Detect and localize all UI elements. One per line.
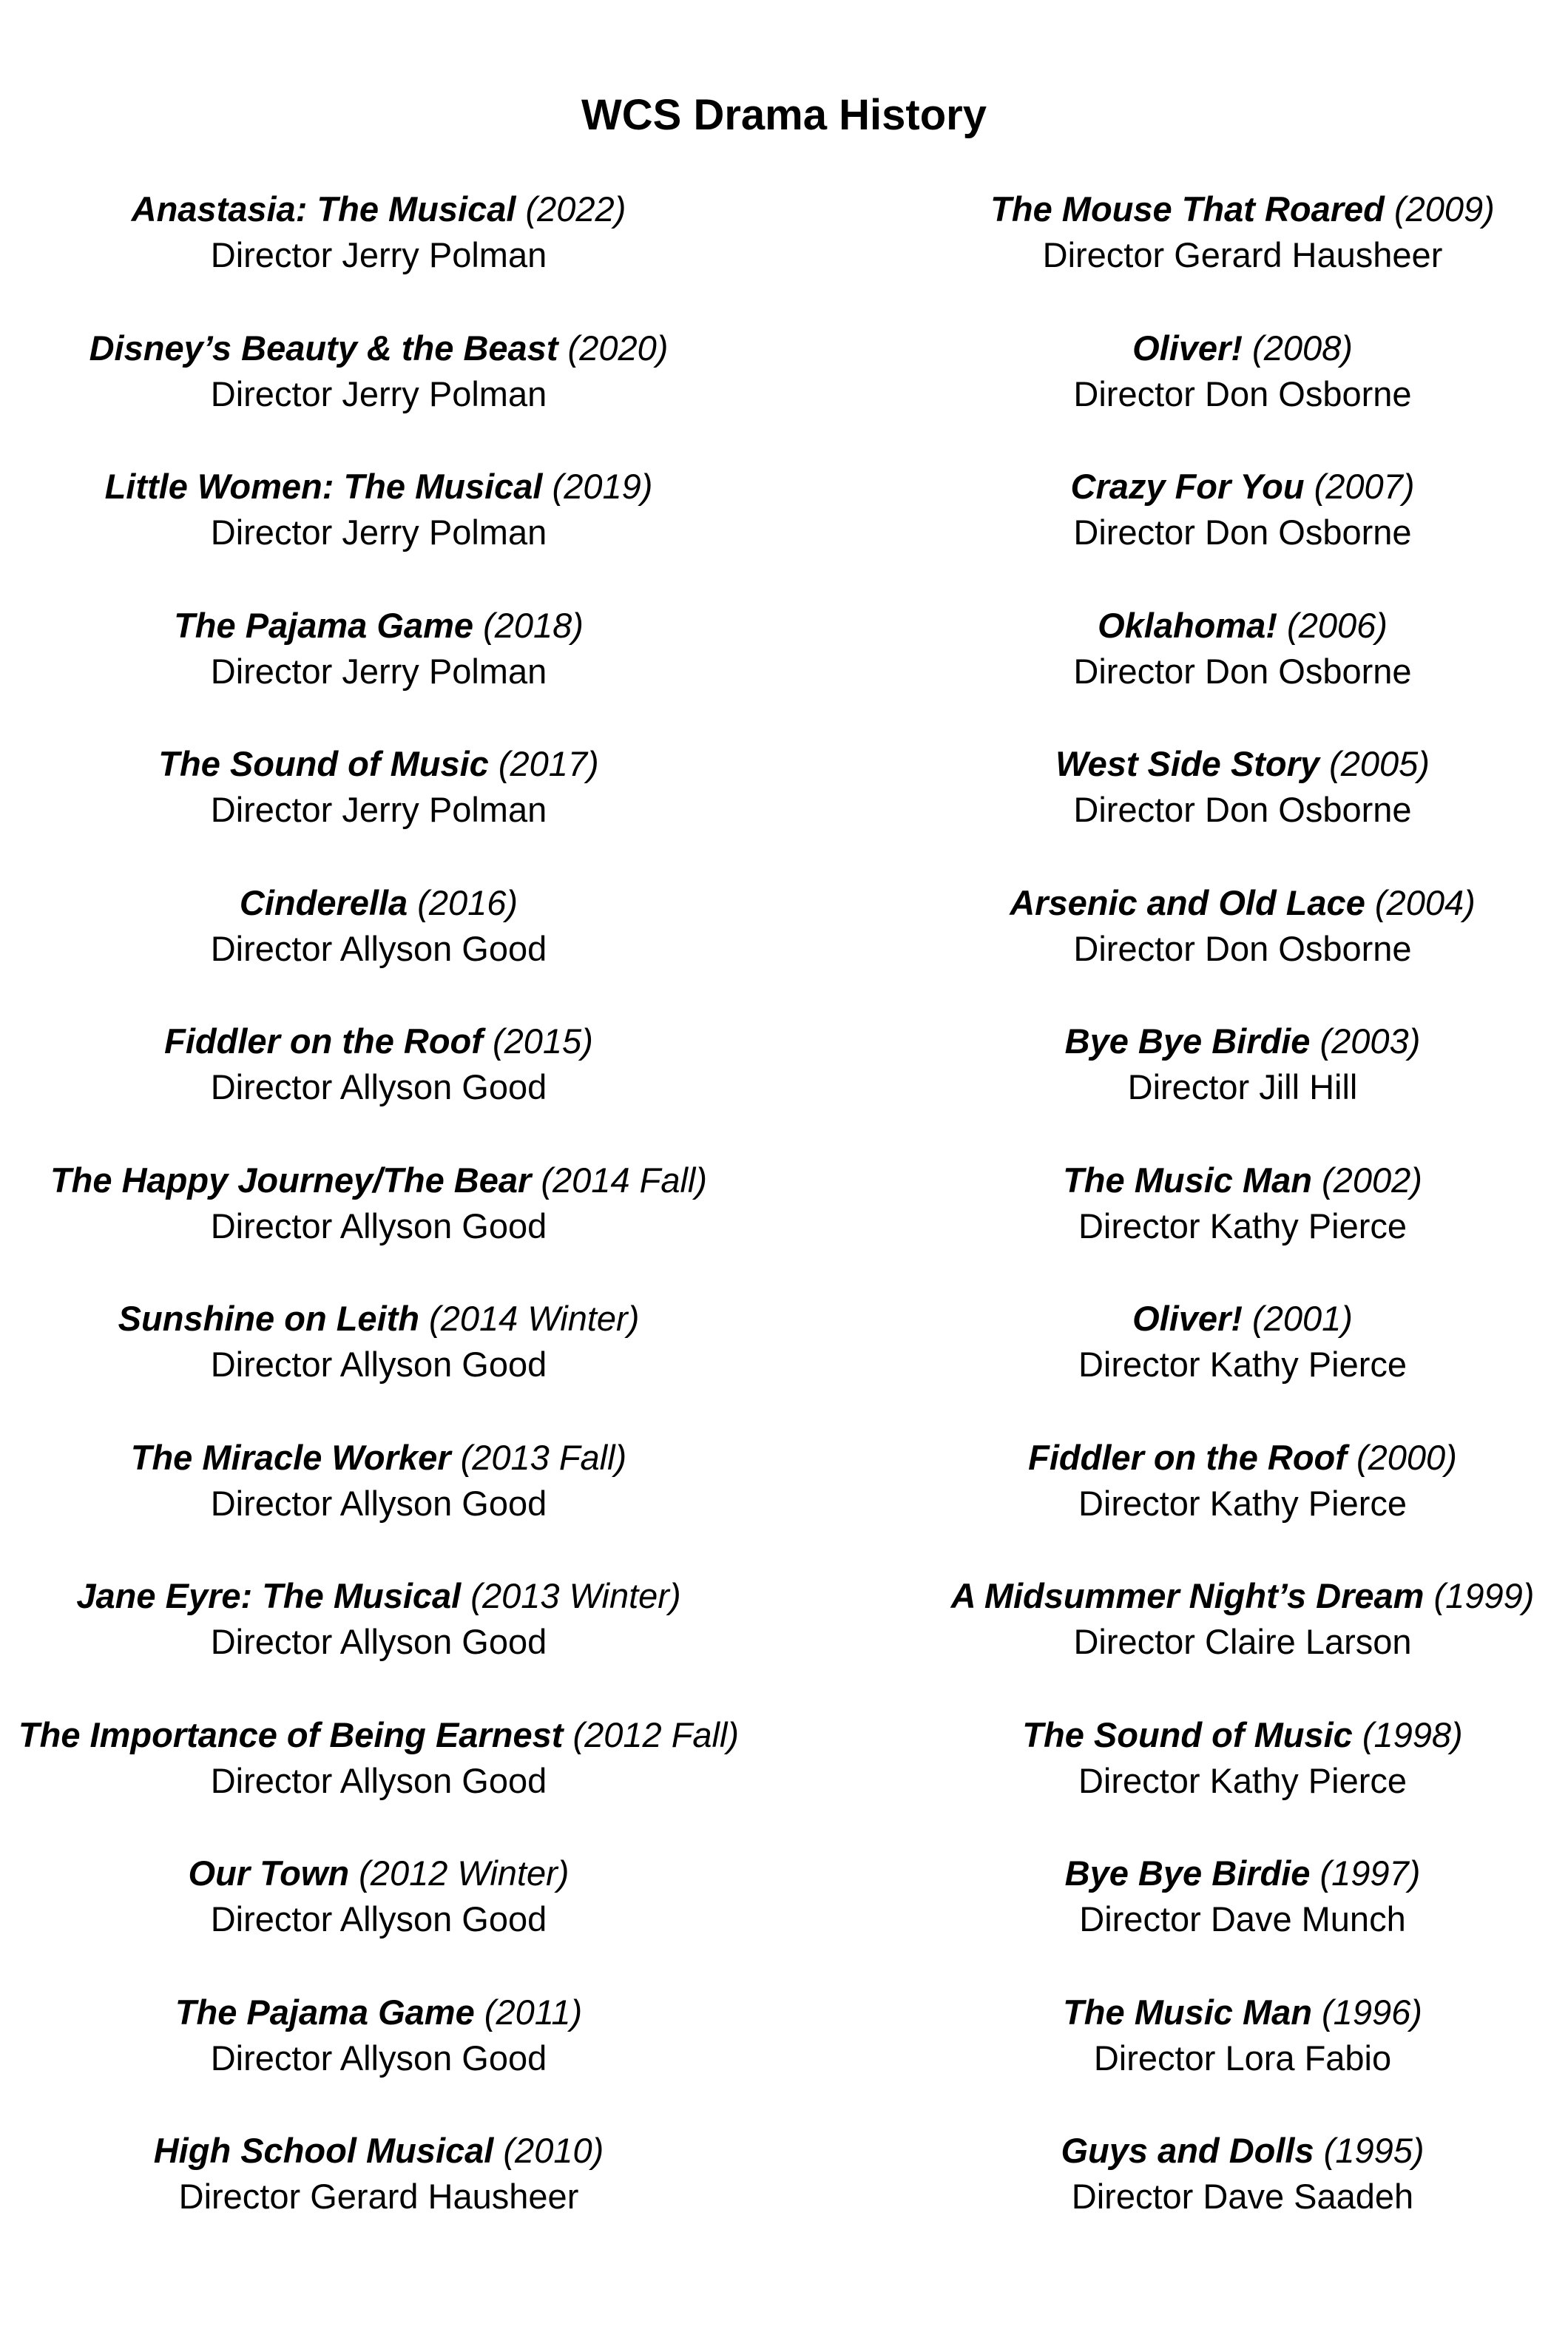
director-line	[9, 1758, 748, 1804]
director-name: Kathy Pierce	[1209, 1345, 1408, 1384]
director-name: Don Osborne	[1205, 928, 1412, 968]
director-name: Allyson Good	[339, 1899, 547, 1939]
director-name: Gerard Hausheer	[310, 2177, 579, 2216]
director-name: Jerry Polman	[342, 790, 547, 829]
document-title: WCS Drama History	[581, 91, 987, 139]
director-line	[9, 649, 748, 694]
director-prefix: Director	[210, 1899, 333, 1939]
production-entry	[873, 1157, 1568, 1297]
director-prefix: Director	[1078, 1760, 1200, 1800]
director-prefix: Director	[1071, 2177, 1194, 2216]
production-heading	[9, 2128, 748, 2174]
director-line	[9, 1619, 748, 1665]
show-year: (2003)	[1319, 1021, 1421, 1061]
production-entry	[873, 464, 1568, 603]
director-prefix: Director	[178, 2177, 301, 2216]
director-name: Kathy Pierce	[1209, 1483, 1408, 1523]
show-year: (2016)	[417, 882, 518, 922]
production-heading	[9, 464, 748, 510]
director-line	[873, 510, 1568, 555]
director-line	[9, 232, 748, 278]
production-heading	[873, 741, 1568, 787]
production-entry	[873, 1296, 1568, 1435]
director-name: Allyson Good	[339, 1622, 547, 1661]
director-prefix: Director	[1073, 928, 1195, 968]
show-year: (2000)	[1356, 1437, 1457, 1477]
director-line	[873, 1619, 1568, 1665]
director-prefix: Director	[1078, 1483, 1200, 1523]
right-column	[873, 186, 1568, 2267]
director-name: Allyson Good	[339, 928, 547, 968]
show-year: (2018)	[483, 605, 584, 645]
director-prefix: Director	[1073, 513, 1195, 552]
production-heading	[873, 1435, 1568, 1481]
production-entry	[873, 1573, 1568, 1712]
production-heading	[873, 603, 1568, 649]
show-title: Oliver!	[1132, 328, 1243, 368]
director-name: Dave Saadeh	[1203, 2177, 1414, 2216]
director-line	[873, 2174, 1568, 2220]
show-year: (1998)	[1362, 1714, 1463, 1754]
director-prefix: Director	[1078, 1206, 1200, 1246]
director-name: Jerry Polman	[342, 235, 547, 274]
show-year: (2012 Fall)	[572, 1714, 740, 1754]
director-line	[873, 787, 1568, 833]
director-line	[873, 232, 1568, 278]
director-name: Allyson Good	[339, 2038, 547, 2078]
show-title: The Sound of Music	[158, 744, 489, 783]
director-name: Claire Larson	[1205, 1622, 1412, 1661]
show-year: (2013 Winter)	[470, 1576, 681, 1615]
director-name: Allyson Good	[339, 1067, 547, 1106]
production-entry	[873, 2128, 1568, 2267]
production-entry	[873, 325, 1568, 464]
production-heading	[873, 880, 1568, 926]
production-heading	[9, 1851, 748, 1896]
director-prefix: Director	[210, 2038, 333, 2078]
production-entry	[873, 603, 1568, 742]
director-line	[873, 371, 1568, 417]
show-title: West Side Story	[1055, 744, 1320, 783]
director-name: Gerard Hausheer	[1174, 235, 1443, 274]
production-entry	[873, 186, 1568, 325]
show-year: (2004)	[1374, 882, 1476, 922]
director-prefix: Director	[1127, 1067, 1250, 1106]
production-entry	[9, 1435, 748, 1574]
show-year: (2005)	[1329, 744, 1430, 783]
director-prefix: Director	[1078, 1345, 1200, 1384]
production-heading	[873, 1296, 1568, 1342]
production-heading	[873, 1018, 1568, 1064]
director-prefix: Director	[210, 1622, 333, 1661]
director-line	[873, 2035, 1568, 2081]
production-entry	[873, 1435, 1568, 1574]
production-heading	[9, 325, 748, 371]
director-line	[9, 1342, 748, 1388]
show-year: (1999)	[1433, 1576, 1535, 1615]
show-title: Our Town	[188, 1853, 350, 1893]
show-year: (2019)	[552, 467, 653, 506]
production-heading	[873, 464, 1568, 510]
director-name: Jerry Polman	[342, 374, 547, 413]
production-entry	[9, 1296, 748, 1435]
director-name: Don Osborne	[1205, 651, 1412, 691]
show-year: (2011)	[484, 1992, 583, 2032]
show-title: Fiddler on the Roof	[1028, 1437, 1347, 1477]
director-name: Allyson Good	[339, 1760, 547, 1800]
director-line	[9, 787, 748, 833]
production-entry	[873, 1712, 1568, 1851]
show-year: (2020)	[567, 328, 669, 368]
show-title: Arsenic and Old Lace	[1010, 882, 1365, 922]
show-year: (2012 Winter)	[359, 1853, 570, 1893]
production-heading	[873, 1157, 1568, 1203]
director-line	[873, 649, 1568, 694]
director-prefix: Director	[1073, 1622, 1195, 1661]
director-prefix: Director	[210, 513, 333, 552]
director-prefix: Director	[1073, 790, 1195, 829]
director-name: Jerry Polman	[342, 651, 547, 691]
production-entry	[9, 1712, 748, 1851]
director-name: Allyson Good	[339, 1345, 547, 1384]
production-heading	[9, 1990, 748, 2035]
production-entry	[9, 603, 748, 742]
show-year: (2017)	[498, 744, 599, 783]
show-title: Bye Bye Birdie	[1064, 1021, 1311, 1061]
director-prefix: Director	[210, 651, 333, 691]
show-title: Oklahoma!	[1098, 605, 1277, 645]
director-prefix: Director	[210, 790, 333, 829]
show-title: Little Women: The Musical	[104, 467, 543, 506]
production-entry	[9, 741, 748, 880]
left-column	[9, 186, 748, 2267]
director-name: Don Osborne	[1205, 790, 1412, 829]
production-heading	[9, 1157, 748, 1203]
production-entry	[9, 1018, 748, 1157]
show-year: (2013 Fall)	[460, 1437, 627, 1477]
director-prefix: Director	[210, 1206, 333, 1246]
show-title: High School Musical	[153, 2131, 494, 2170]
director-name: Lora Fabio	[1225, 2038, 1392, 2078]
show-title: Oliver!	[1132, 1299, 1243, 1338]
show-title: Jane Eyre: The Musical	[76, 1576, 462, 1615]
show-title: The Pajama Game	[174, 605, 473, 645]
production-entry	[873, 1851, 1568, 1990]
director-line	[9, 2174, 748, 2220]
production-entry	[9, 1990, 748, 2129]
director-name: Jerry Polman	[342, 513, 547, 552]
production-heading	[9, 186, 748, 232]
show-year: (2001)	[1252, 1299, 1353, 1338]
production-entry	[873, 880, 1568, 1019]
director-name: Dave Munch	[1210, 1899, 1406, 1939]
show-title: Fiddler on the Roof	[164, 1021, 483, 1061]
production-heading	[873, 2128, 1568, 2174]
production-heading	[9, 1296, 748, 1342]
show-year: (2010)	[503, 2131, 604, 2170]
director-prefix: Director	[210, 1483, 333, 1523]
director-line	[9, 2035, 748, 2081]
director-name: Allyson Good	[339, 1206, 547, 1246]
director-line	[873, 926, 1568, 972]
show-title: The Sound of Music	[1022, 1714, 1353, 1754]
production-heading	[873, 1573, 1568, 1619]
director-line	[9, 371, 748, 417]
director-line	[873, 1481, 1568, 1527]
director-line	[873, 1064, 1568, 1110]
director-line	[873, 1342, 1568, 1388]
production-entry	[9, 2128, 748, 2267]
production-heading	[9, 1712, 748, 1758]
production-heading	[9, 1435, 748, 1481]
production-heading	[873, 1851, 1568, 1896]
director-prefix: Director	[1079, 1899, 1201, 1939]
production-heading	[873, 1990, 1568, 2035]
show-title: Guys and Dolls	[1061, 2131, 1314, 2170]
director-prefix: Director	[210, 1067, 333, 1106]
production-entry	[9, 464, 748, 603]
show-year: (1997)	[1319, 1853, 1421, 1893]
director-prefix: Director	[1073, 374, 1195, 413]
production-heading	[9, 1573, 748, 1619]
production-entry	[9, 1851, 748, 1990]
director-prefix: Director	[1073, 651, 1195, 691]
production-entry	[873, 1018, 1568, 1157]
director-name: Kathy Pierce	[1209, 1206, 1408, 1246]
production-heading	[873, 186, 1568, 232]
production-entry	[9, 325, 748, 464]
director-prefix: Director	[1093, 2038, 1216, 2078]
director-prefix: Director	[1042, 235, 1165, 274]
director-prefix: Director	[210, 374, 333, 413]
show-title: Cinderella	[239, 882, 408, 922]
director-prefix: Director	[210, 1345, 333, 1384]
director-name: Don Osborne	[1205, 374, 1412, 413]
show-title: The Importance of Being Earnest	[18, 1714, 564, 1754]
show-year: (2014 Winter)	[429, 1299, 640, 1338]
show-year: (2015)	[492, 1021, 593, 1061]
production-heading	[9, 1018, 748, 1064]
director-line	[873, 1896, 1568, 1942]
show-title: Bye Bye Birdie	[1064, 1853, 1311, 1893]
director-name: Allyson Good	[339, 1483, 547, 1523]
show-title: Sunshine on Leith	[118, 1299, 419, 1338]
director-prefix: Director	[210, 1760, 333, 1800]
show-year: (2008)	[1252, 328, 1353, 368]
director-line	[9, 1896, 748, 1942]
production-heading	[9, 880, 748, 926]
director-line	[9, 1064, 748, 1110]
production-entry	[873, 741, 1568, 880]
director-prefix: Director	[210, 235, 333, 274]
show-title: The Pajama Game	[175, 1992, 475, 2032]
director-line	[873, 1203, 1568, 1249]
director-line	[873, 1758, 1568, 1804]
show-year: (2014 Fall)	[541, 1160, 708, 1200]
director-line	[9, 510, 748, 555]
director-line	[9, 1203, 748, 1249]
show-title: The Music Man	[1063, 1160, 1312, 1200]
show-year: (2007)	[1314, 467, 1415, 506]
director-name: Jill Hill	[1259, 1067, 1358, 1106]
show-year: (2022)	[525, 189, 626, 229]
show-year: (1996)	[1322, 1992, 1422, 2032]
director-line	[9, 1481, 748, 1527]
show-title: Anastasia: The Musical	[131, 189, 516, 229]
show-title: The Mouse That Roared	[990, 189, 1385, 229]
production-entry	[873, 1990, 1568, 2129]
production-heading	[9, 741, 748, 787]
show-year: (2009)	[1393, 189, 1495, 229]
production-heading	[873, 1712, 1568, 1758]
production-entry	[9, 1157, 748, 1297]
show-title: Crazy For You	[1070, 467, 1305, 506]
show-title: Disney’s Beauty & the Beast	[89, 328, 558, 368]
production-heading	[9, 603, 748, 649]
production-entry	[9, 186, 748, 325]
show-year: (2006)	[1287, 605, 1388, 645]
director-name: Don Osborne	[1205, 513, 1412, 552]
show-title: The Happy Journey/The Bear	[50, 1160, 532, 1200]
show-title: The Music Man	[1063, 1992, 1312, 2032]
show-title: A Midsummer Night’s Dream	[950, 1576, 1425, 1615]
production-entry	[9, 1573, 748, 1712]
show-title: The Miracle Worker	[130, 1437, 451, 1477]
production-heading	[873, 325, 1568, 371]
production-entry	[9, 880, 748, 1019]
show-year: (2002)	[1322, 1160, 1422, 1200]
director-line	[9, 926, 748, 972]
director-prefix: Director	[210, 928, 333, 968]
director-name: Kathy Pierce	[1209, 1760, 1408, 1800]
show-year: (1995)	[1323, 2131, 1425, 2170]
